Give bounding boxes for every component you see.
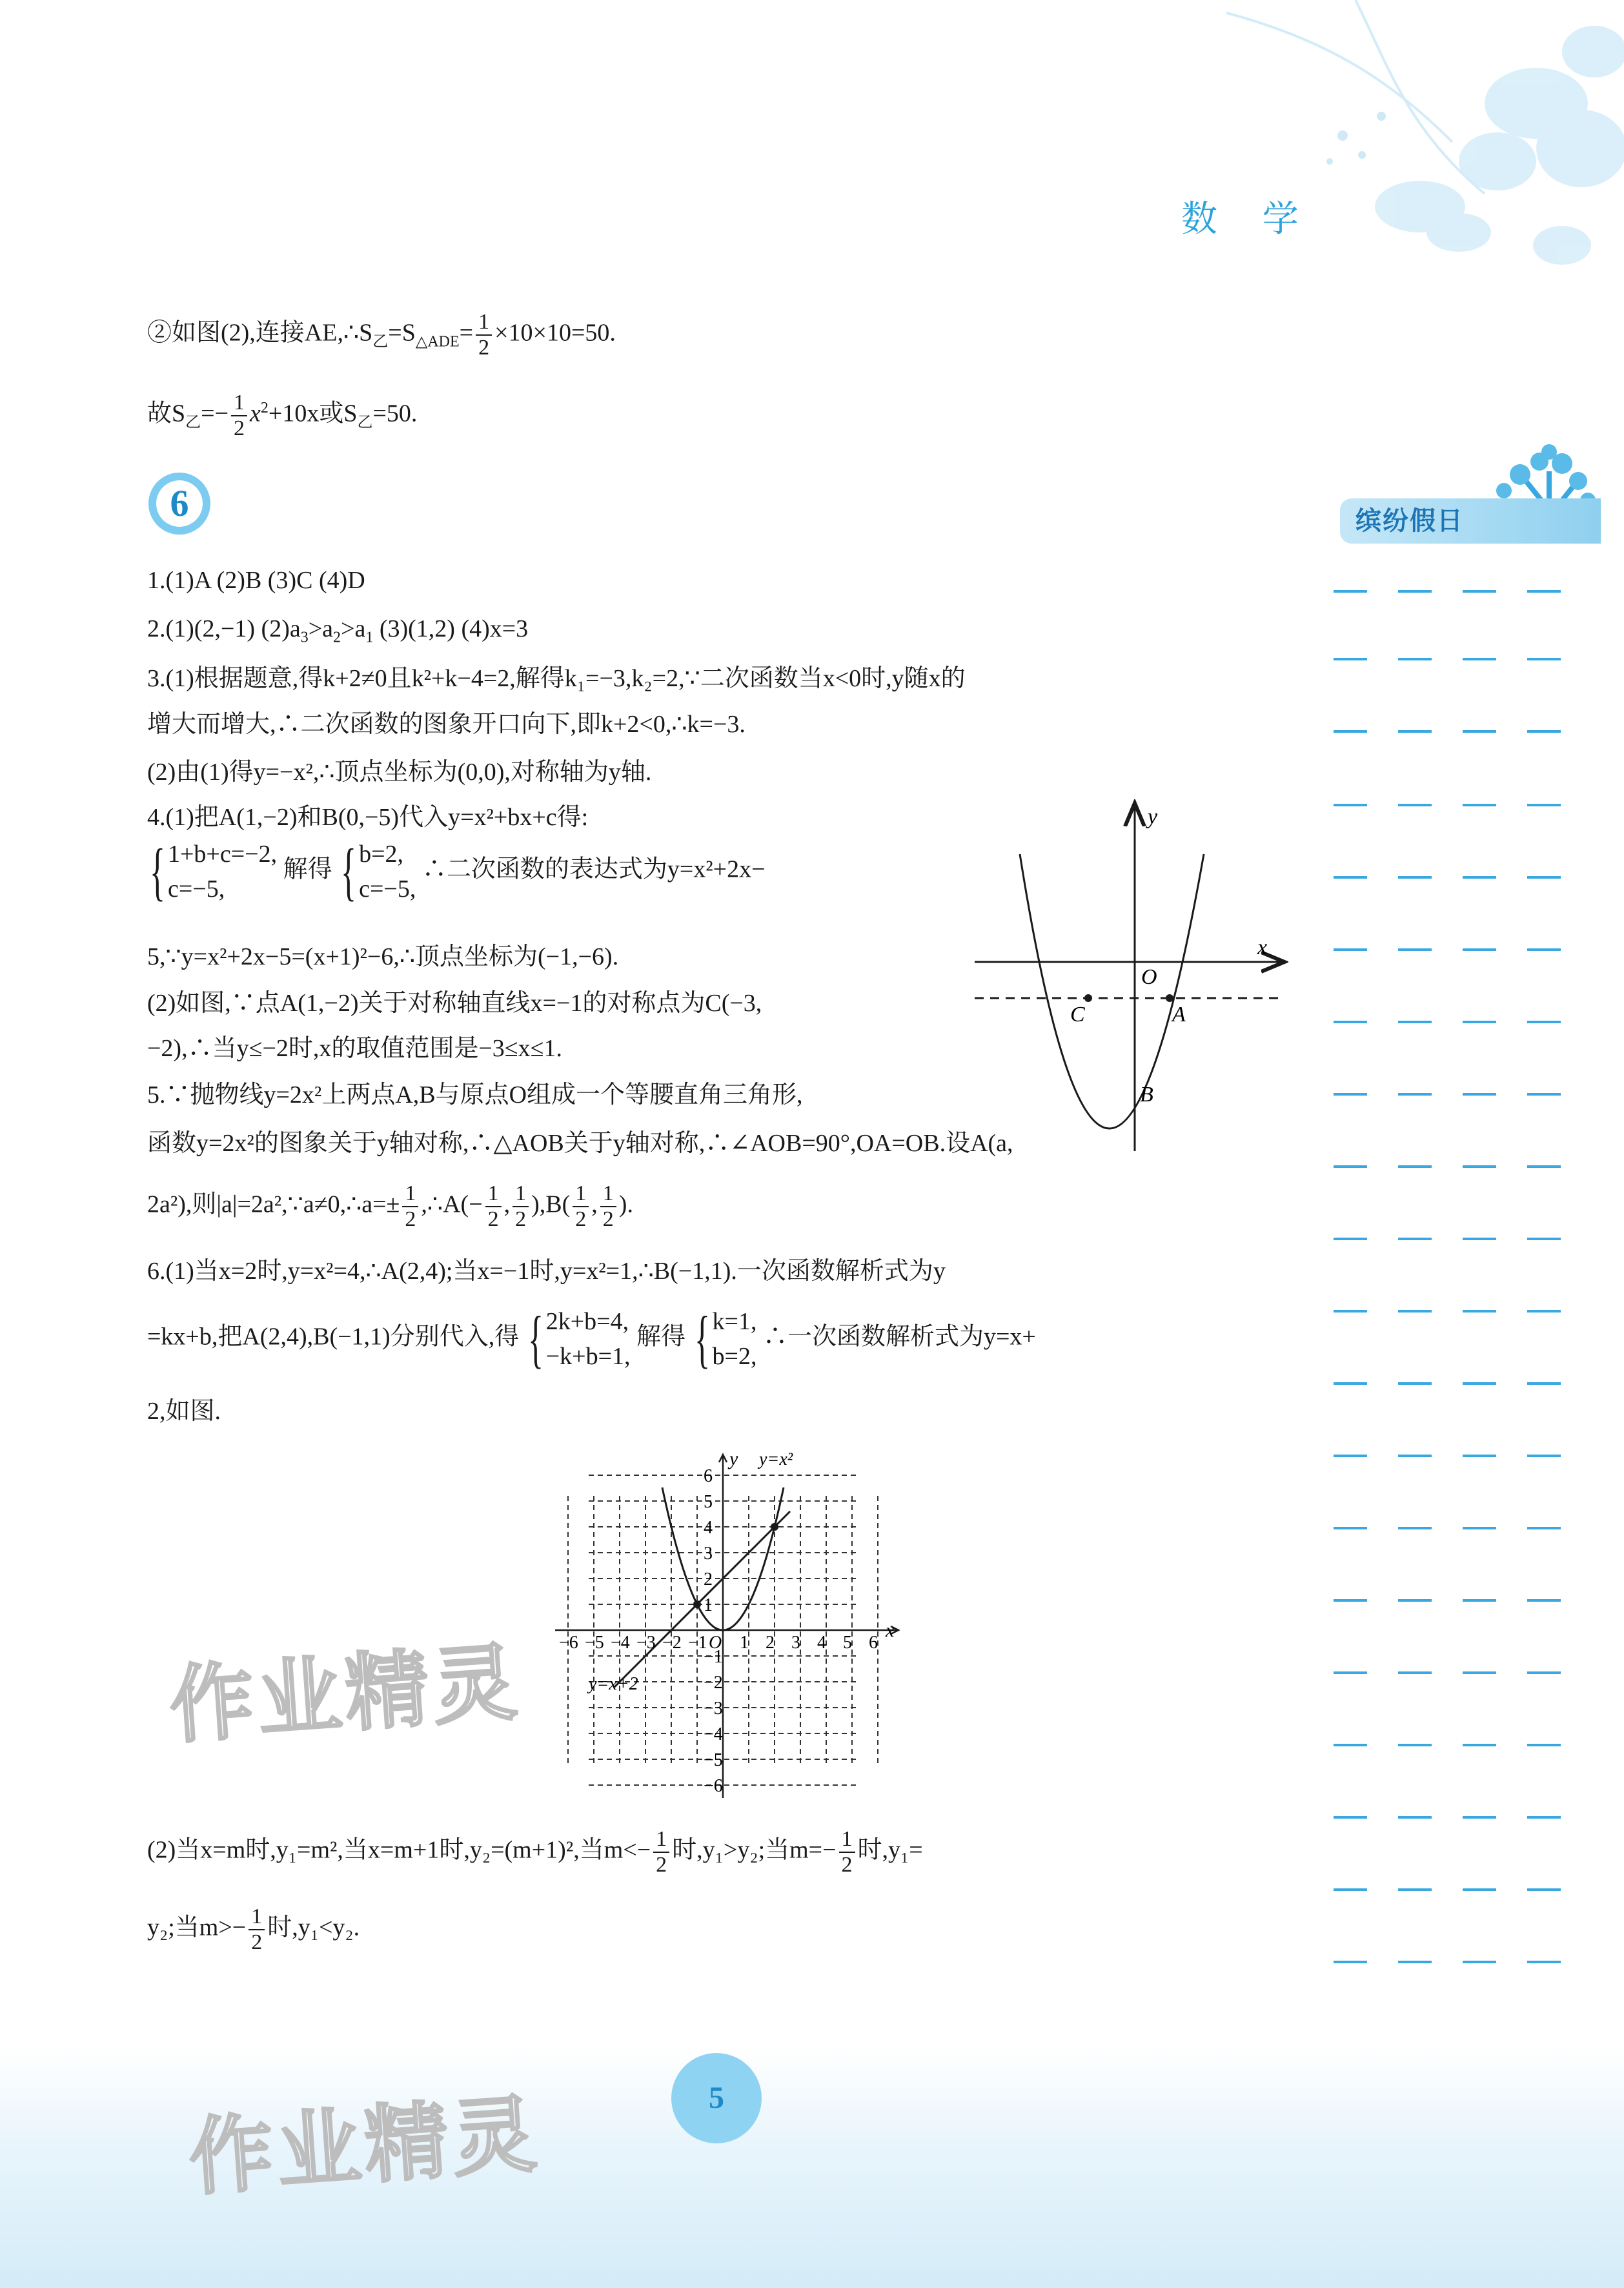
line-label: y=x+2 <box>589 1674 638 1694</box>
subject-title: 数 学 <box>1181 198 1315 240</box>
curve-label: y=x² <box>759 1449 793 1469</box>
point-c-label: C <box>1070 1003 1085 1027</box>
x-tick-label: 2 <box>766 1633 775 1653</box>
answer-q3-line1: 3.(1)根据题意,得k+2≠0且k²+k−4=2,解得k₁=−3,k₂=2,∵二次函数当x<0时,y随x的 <box>147 665 966 692</box>
answer-q5-line1: 5.∵抛物线y=2x²上两点A,B与原点O组成一个等腰直角三角形, <box>147 1081 803 1108</box>
answer-q4-line1: 4.(1)把A(1,−2)和B(0,−5)代入y=x²+bx+c得: <box>147 804 589 831</box>
sidebar-title: 缤纷假日 <box>1340 498 1601 544</box>
x-tick-label: 1 <box>740 1633 749 1653</box>
answer-q4-line2: { 1+b+c=−2, c=−5, 解得 { b=2, c=−5, ∴二次函数的表达式为y=x²+2x− <box>150 835 766 907</box>
x-tick-label: 3 <box>791 1633 800 1653</box>
x-tick-label: −6 <box>559 1633 578 1653</box>
graph-figure-2 <box>529 1436 917 1824</box>
answer-q5-line3: 2a²),则|a|=2a²,∵a≠0,∴a=± $\frac{1}{2}$ ,∴A(− $\frac{1}{2}$ , $\frac{1}{2}$ ),B( $\frac{1}{2}$ , $\frac{1}{2}$ ). <box>147 1181 633 1231</box>
y-label: y <box>1148 805 1158 829</box>
answer-q3-line3: (2)由(1)得y=−x²,∴顶点坐标为(0,0),对称轴为y轴. <box>147 759 652 786</box>
section-badge <box>147 471 212 536</box>
answer-q4-line3: 5,∵y=x²+2x−5=(x+1)²−6,∴顶点坐标为(−1,−6). <box>147 943 619 970</box>
x-tick-label: −5 <box>585 1633 604 1653</box>
y-tick-label: 1 <box>704 1595 713 1615</box>
answer-q1: 1.(1)A (2)B (3)C (4)D <box>147 567 365 594</box>
point-a-marker <box>771 1523 778 1531</box>
answer-q6-line4: (2)当x=m时,y₁=m²,当x=m+1时,y₂=(m+1)²,当m<− $\frac{1}{2}$ 时,y₁>y₂;当m=− $\frac{1}{2}$ 时,y₁= <box>147 1827 923 1877</box>
answer-q6-line1: 6.(1)当x=2时,y=x²=4,∴A(2,4);当x=−1时,y=x²=1,∴B(−1,1).一次函数解析式为y <box>147 1258 946 1285</box>
x-label: x <box>1257 935 1268 959</box>
point-b-marker <box>693 1600 701 1608</box>
y-tick-label: −1 <box>704 1647 723 1667</box>
page-number: 5 <box>709 2081 724 2115</box>
y-tick-label: −5 <box>704 1750 723 1770</box>
intro-line-2: 故$S_乙=-$ $\frac{1}{2}$ $x^2+10x$或$S_乙=50$. <box>147 391 418 440</box>
y-tick-label: −4 <box>704 1724 723 1744</box>
answer-q6-line2: =kx+b,把A(2,4),B(−1,1)分别代入,得 { 2k+b=4, −k+b=1, 解得 { k=1, b=2, ∴一次函数解析式为y=x+ <box>147 1303 1036 1374</box>
intro-line-1: ②如图(2),连接$AE,\therefore S_乙=S_{\triangle ADE}=$ $\frac{1}{2}$ ×10×10=50. <box>147 310 616 360</box>
y-tick-label: −3 <box>704 1699 723 1719</box>
answer-q6-line3: 2,如图. <box>147 1398 221 1425</box>
y-tick-label: −2 <box>704 1673 723 1693</box>
x-tick-label: −3 <box>636 1633 656 1653</box>
point-c-marker <box>1084 994 1092 1002</box>
x-tick-label: −4 <box>611 1633 630 1653</box>
watermark-footer: 作业精灵 <box>186 2085 543 2207</box>
y-tick-label: −6 <box>704 1776 723 1796</box>
answer-q5-line2: 函数y=2x²的图象关于y轴对称,∴△AOB关于y轴对称,∴∠AOB=90°,OA=OB.设A(a, <box>147 1130 1013 1157</box>
answer-q6-line5: y₂;当m>− $\frac{1}{2}$ 时,y₁<y₂. <box>147 1905 360 1954</box>
answer-q3-line2: 增大而增大,∴二次函数的图象开口向下,即k+2<0,∴k=−3. <box>147 711 746 738</box>
y-tick-label: 3 <box>704 1544 713 1564</box>
linear-function-line <box>614 1511 790 1687</box>
fraction: $\frac{1}{2}$ <box>231 391 247 441</box>
y-tick-label: 5 <box>704 1492 713 1512</box>
x-tick-label: 6 <box>869 1633 878 1653</box>
x-tick-label: −1 <box>688 1633 707 1653</box>
watermark: 作业精灵 <box>167 1633 524 1755</box>
y-tick-label: 2 <box>704 1569 713 1589</box>
x-tick-label: −2 <box>662 1633 682 1653</box>
y-label: y <box>729 1448 738 1469</box>
x-tick-label: 4 <box>817 1633 826 1653</box>
y-tick-label: 6 <box>704 1466 713 1486</box>
y-tick-label: 4 <box>704 1518 713 1538</box>
origin-label: O <box>1141 965 1157 989</box>
point-a-marker <box>1166 994 1173 1002</box>
point-b-label: B <box>1140 1083 1153 1107</box>
point-a-label: A <box>1172 1003 1186 1027</box>
parabola-curve <box>1020 854 1204 1129</box>
x-tick-label: 5 <box>843 1633 852 1653</box>
page-number-badge <box>665 2047 768 2150</box>
origin-label: O <box>709 1633 722 1653</box>
answer-q4-line4: (2)如图,∵点A(1,−2)关于对称轴直线x=−1的对称点为C(−3, <box>147 990 762 1017</box>
answer-q2: 2.(1)(2,−1) $(2)a_3>a_2>a_1$ (3)(1,2) (4)x=3 <box>147 615 529 646</box>
fraction: $\frac{1}{2}$ <box>476 310 492 360</box>
answer-q4-line5: −2),∴当y≤−2时,x的取值范围是−3≤x≤1. <box>147 1035 563 1062</box>
section-number: 6 <box>170 482 189 524</box>
x-label: x <box>886 1620 895 1641</box>
parabola-figure-1 <box>968 799 1291 1154</box>
